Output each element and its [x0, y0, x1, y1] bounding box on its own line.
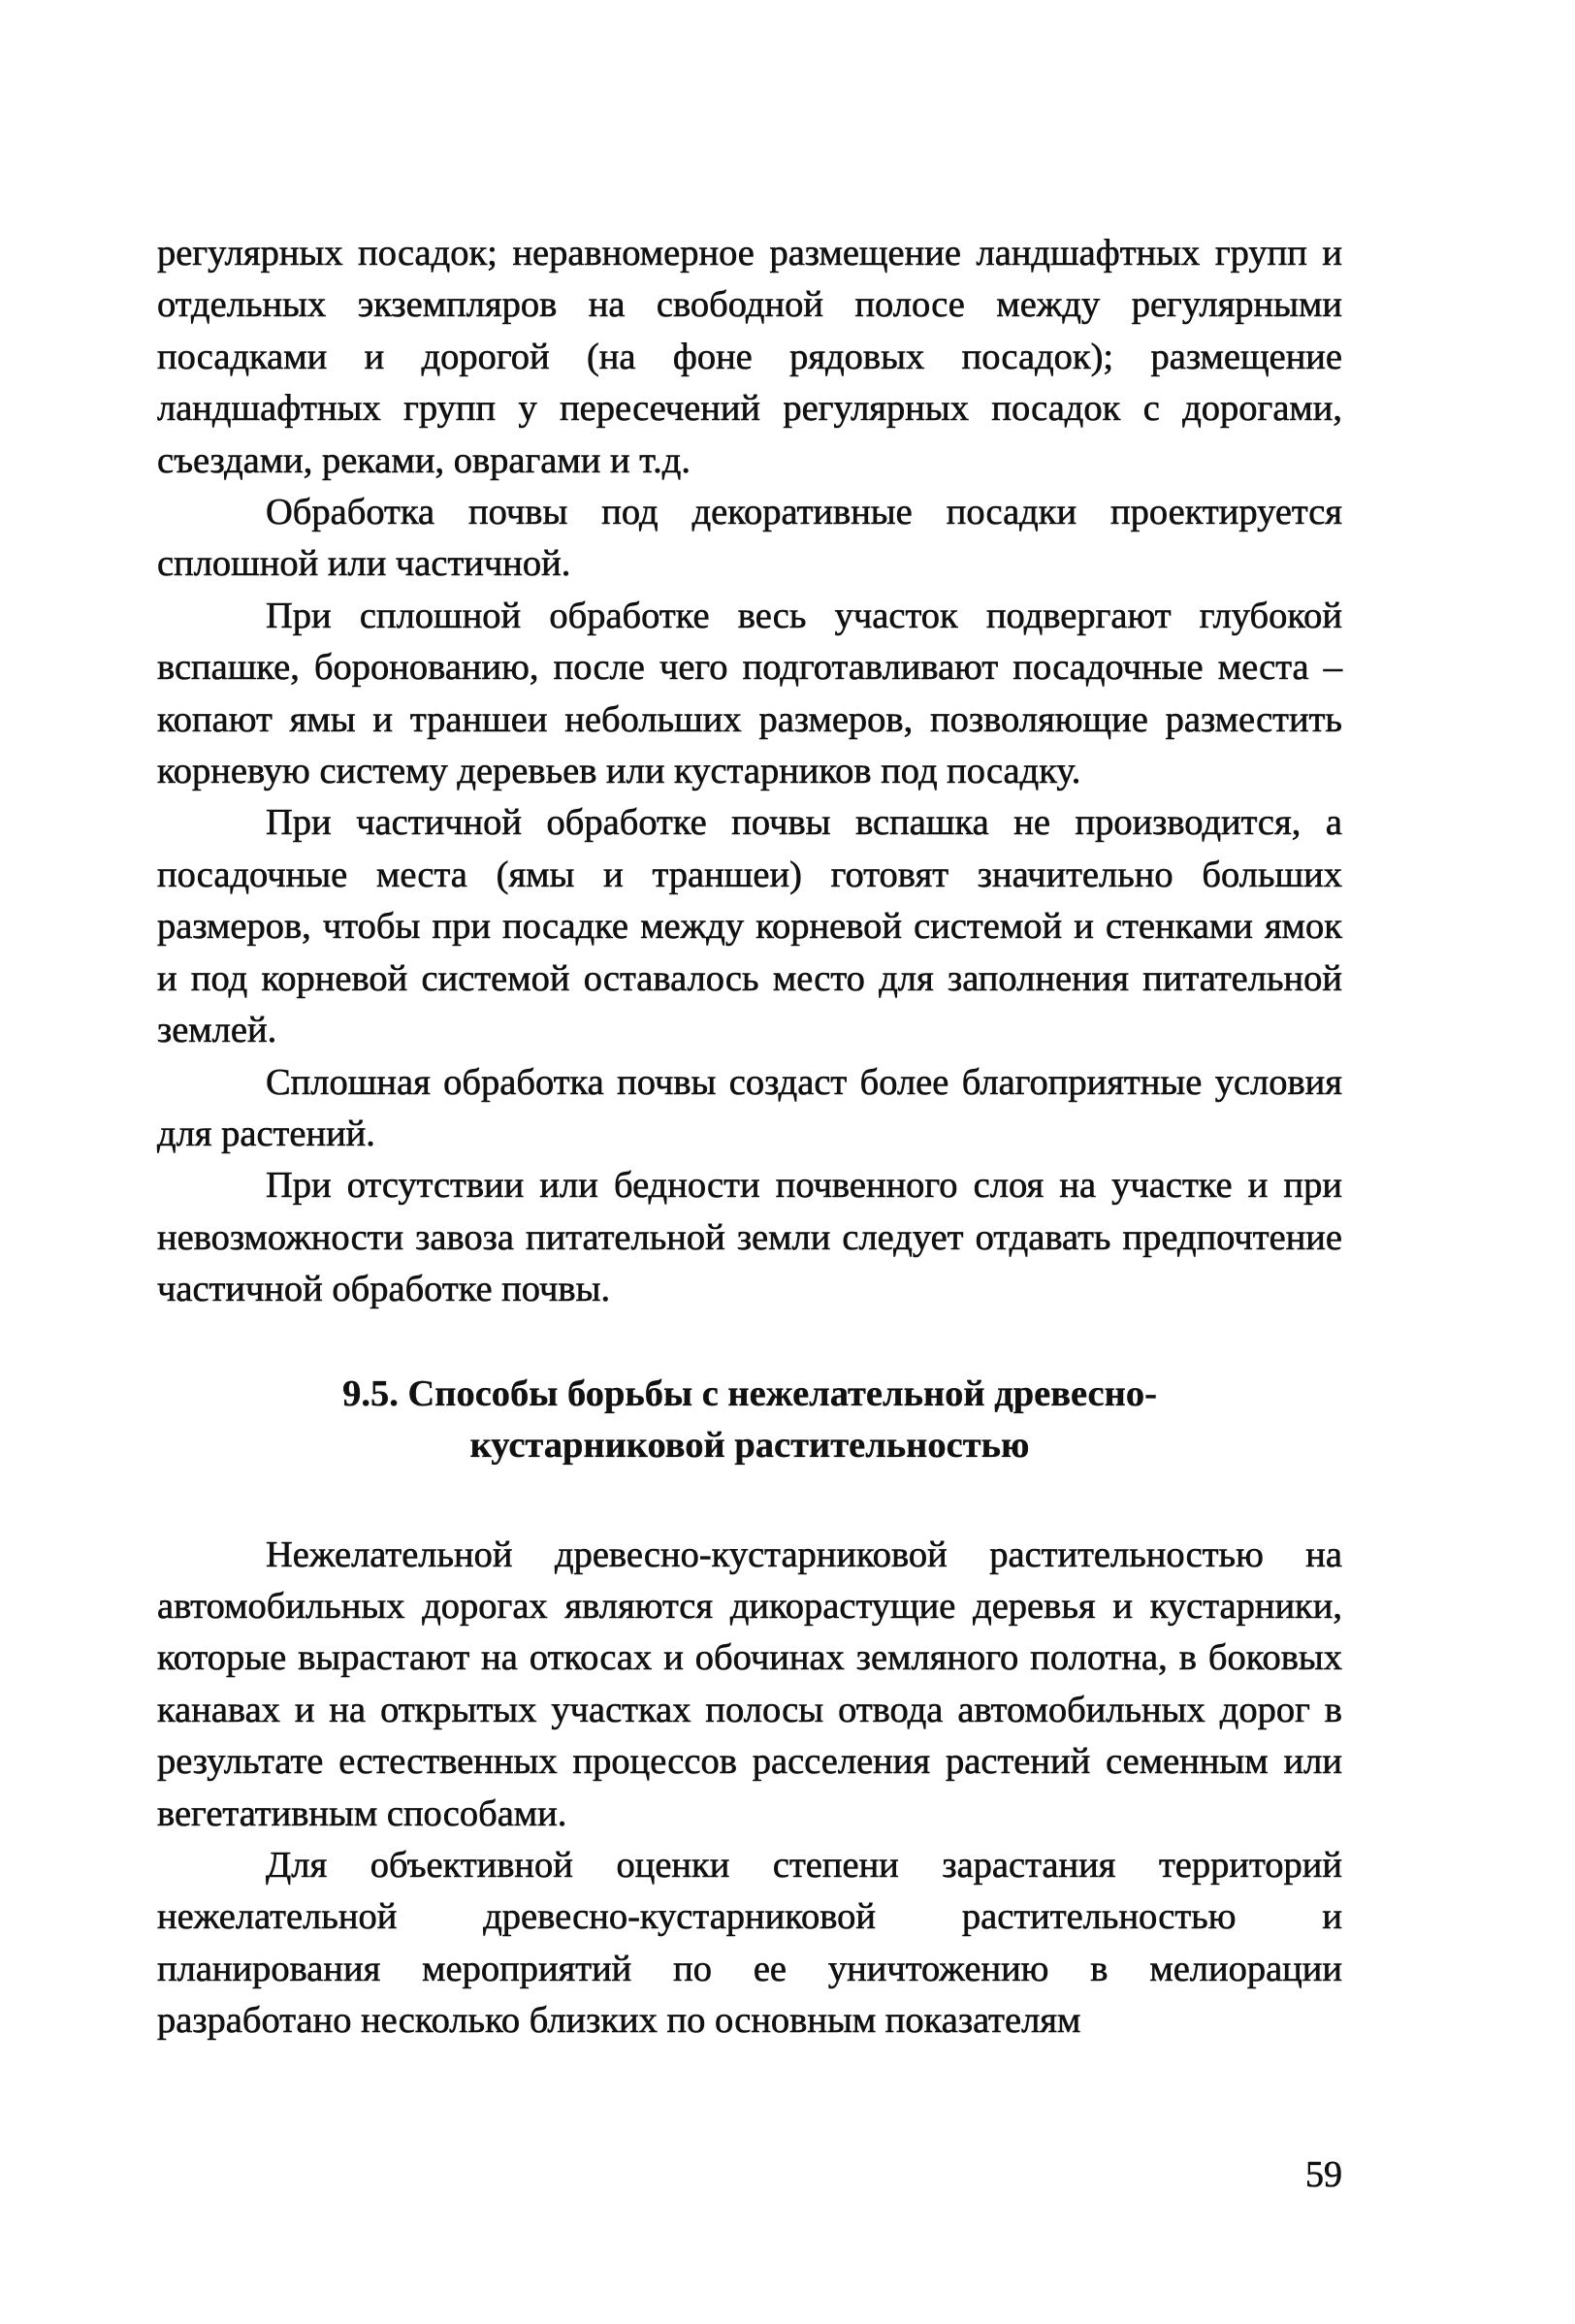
paragraph-soil-treatment: Обработка почвы под декоративные посадки проектируется сплошной или частичной. — [157, 492, 1342, 585]
paragraph-continuation: регулярных посадок; неравномерное размещение ландшафтных групп и отдельных экземпляров на свободной полосе между регулярными посадками и дорогой (на фоне рядовых посадок); размещение ландшафтных групп у пересечений регулярных посадок с дорогами, съездами, реками, оврагами и т.д. — [157, 233, 1342, 481]
section-heading-line2: кустарниковой растительностью — [469, 1424, 1030, 1466]
page-body-text — [157, 228, 1342, 2048]
paragraph-poor-soil: При отсутствии или бедности почвенного слоя на участке и при невозможности завоза питательной земли следует отдавать предпочтение частичной обработке почвы. — [157, 1165, 1342, 1310]
paragraph-unwanted-vegetation: Нежелательной древесно-кустарниковой растительностью на автомобильных дорогах являются дикорастущие деревья и кустарники, которые вырастают на откосах и обочинах земляного полотна, в боковых канавах и на открытых участках полосы отвода автомобильных дорог в результате естественных процессов расселения растений семенным или вегетативным способами. — [157, 1533, 1342, 1834]
page-number: 59 — [1305, 2154, 1342, 2195]
section-heading-line1: 9.5. Способы борьбы с нежелательной древесно- — [342, 1372, 1157, 1414]
paragraph-full-treatment: При сплошной обработке весь участок подвергают глубокой вспашке, боронованию, после чего подготавливают посадочные места – копают ямы и траншеи небольших размеров, позволяющие разместить корневую систему деревьев или кустарников под посадку. — [157, 595, 1342, 792]
paragraph-full-treatment-benefit: Сплошная обработка почвы создаст более благоприятные условия для растений. — [157, 1061, 1342, 1154]
paragraph-assessment-methods: Для объективной оценки степени зарастания территорий нежелательной древесно-кустарниковой растительностью и планирования мероприятий по ее уничтожению в мелиорации разработано несколько близких по основным показателям — [157, 1844, 1342, 2042]
paragraph-partial-treatment: При частичной обработке почвы вспашка не производится, а посадочные места (ямы и траншеи) готовят значительно больших размеров, чтобы при посадке между корневой системой и стенками ямок и под корневой системой оставалось место для заполнения питательной землей. — [157, 802, 1342, 1051]
section-heading — [157, 1369, 1342, 1471]
